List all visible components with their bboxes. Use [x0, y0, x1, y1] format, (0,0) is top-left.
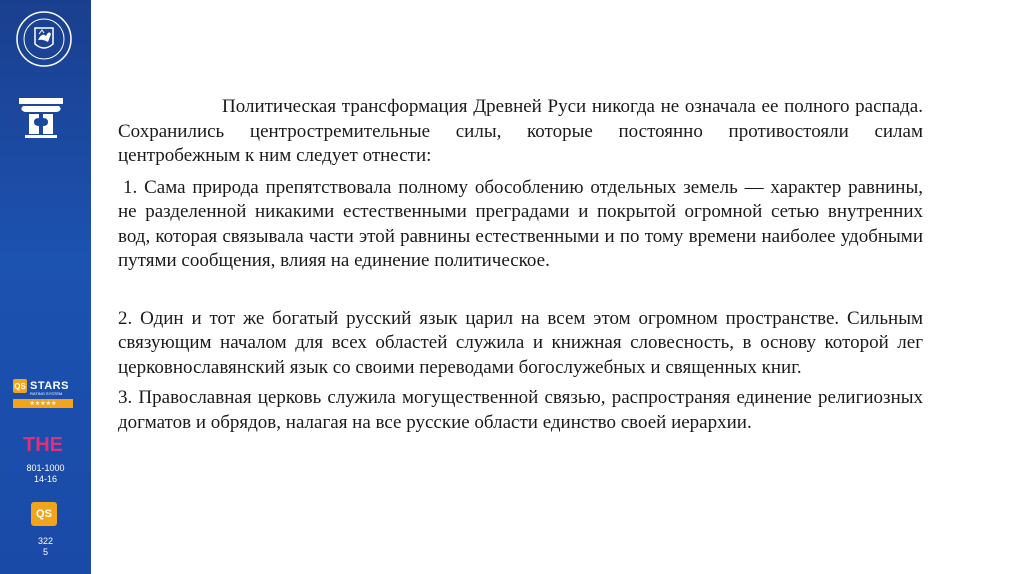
slide-content: [118, 95, 923, 435]
qs-ranking-logo: QS: [31, 502, 57, 526]
stars-rating-row: ★★★★★: [13, 399, 73, 408]
university-seal-icon: [15, 10, 73, 68]
point-2-paragraph: 2. Один и тот же богатый русский язык царил на всем этом огромном пространстве. Сильным связующим началом для всех областей служила и книжная словесность, в основу которой лег церковнославянский язык со своими переводами богослужебных и священных книг.: [118, 307, 923, 378]
sidebar: [0, 0, 91, 574]
qs-rank-line-1: 322: [37, 536, 54, 546]
point-3-paragraph: 3. Православная церковь служила могущественной связью, распространяя единение религиозных догматов и обрядов, налагая на все русские области единство своей иерархии.: [118, 387, 923, 433]
stars-label: STARS: [30, 380, 69, 392]
the-rank-line-1: 801-1000: [26, 463, 65, 473]
qs-stars-badge: [13, 379, 75, 415]
the-ranking-logo: [23, 431, 63, 456]
intro-paragraph: Политическая трансформация Древней Руси никогда не означала ее полного распада. Сохранились центростремительные силы, которые постоянно противостояли силам центробежным к ним следует отнести:: [118, 96, 923, 166]
qs-rank-text: [0, 536, 91, 558]
the-rank-line-2: 14-16: [33, 474, 58, 484]
qs-stars-mark: QS: [13, 379, 27, 393]
qs-rank-line-2: 5: [42, 547, 48, 557]
the-rank-text: [0, 463, 91, 485]
the-logo-text: THE: [23, 434, 63, 456]
point-1-paragraph: 1. Сама природа препятствовала полному обособлению отдельных земель — характер равнины, не разделенной никакими естественными преградами и покрытой огромной сетью внутренних вод, которая связывала части этой равнины естественными и по тому времени наиболее удобными путями сообщения, влияя на единение политическое.: [118, 176, 923, 271]
column-logo-icon: [17, 96, 65, 140]
stars-sub-label: RATING SYSTEM: [30, 391, 63, 396]
